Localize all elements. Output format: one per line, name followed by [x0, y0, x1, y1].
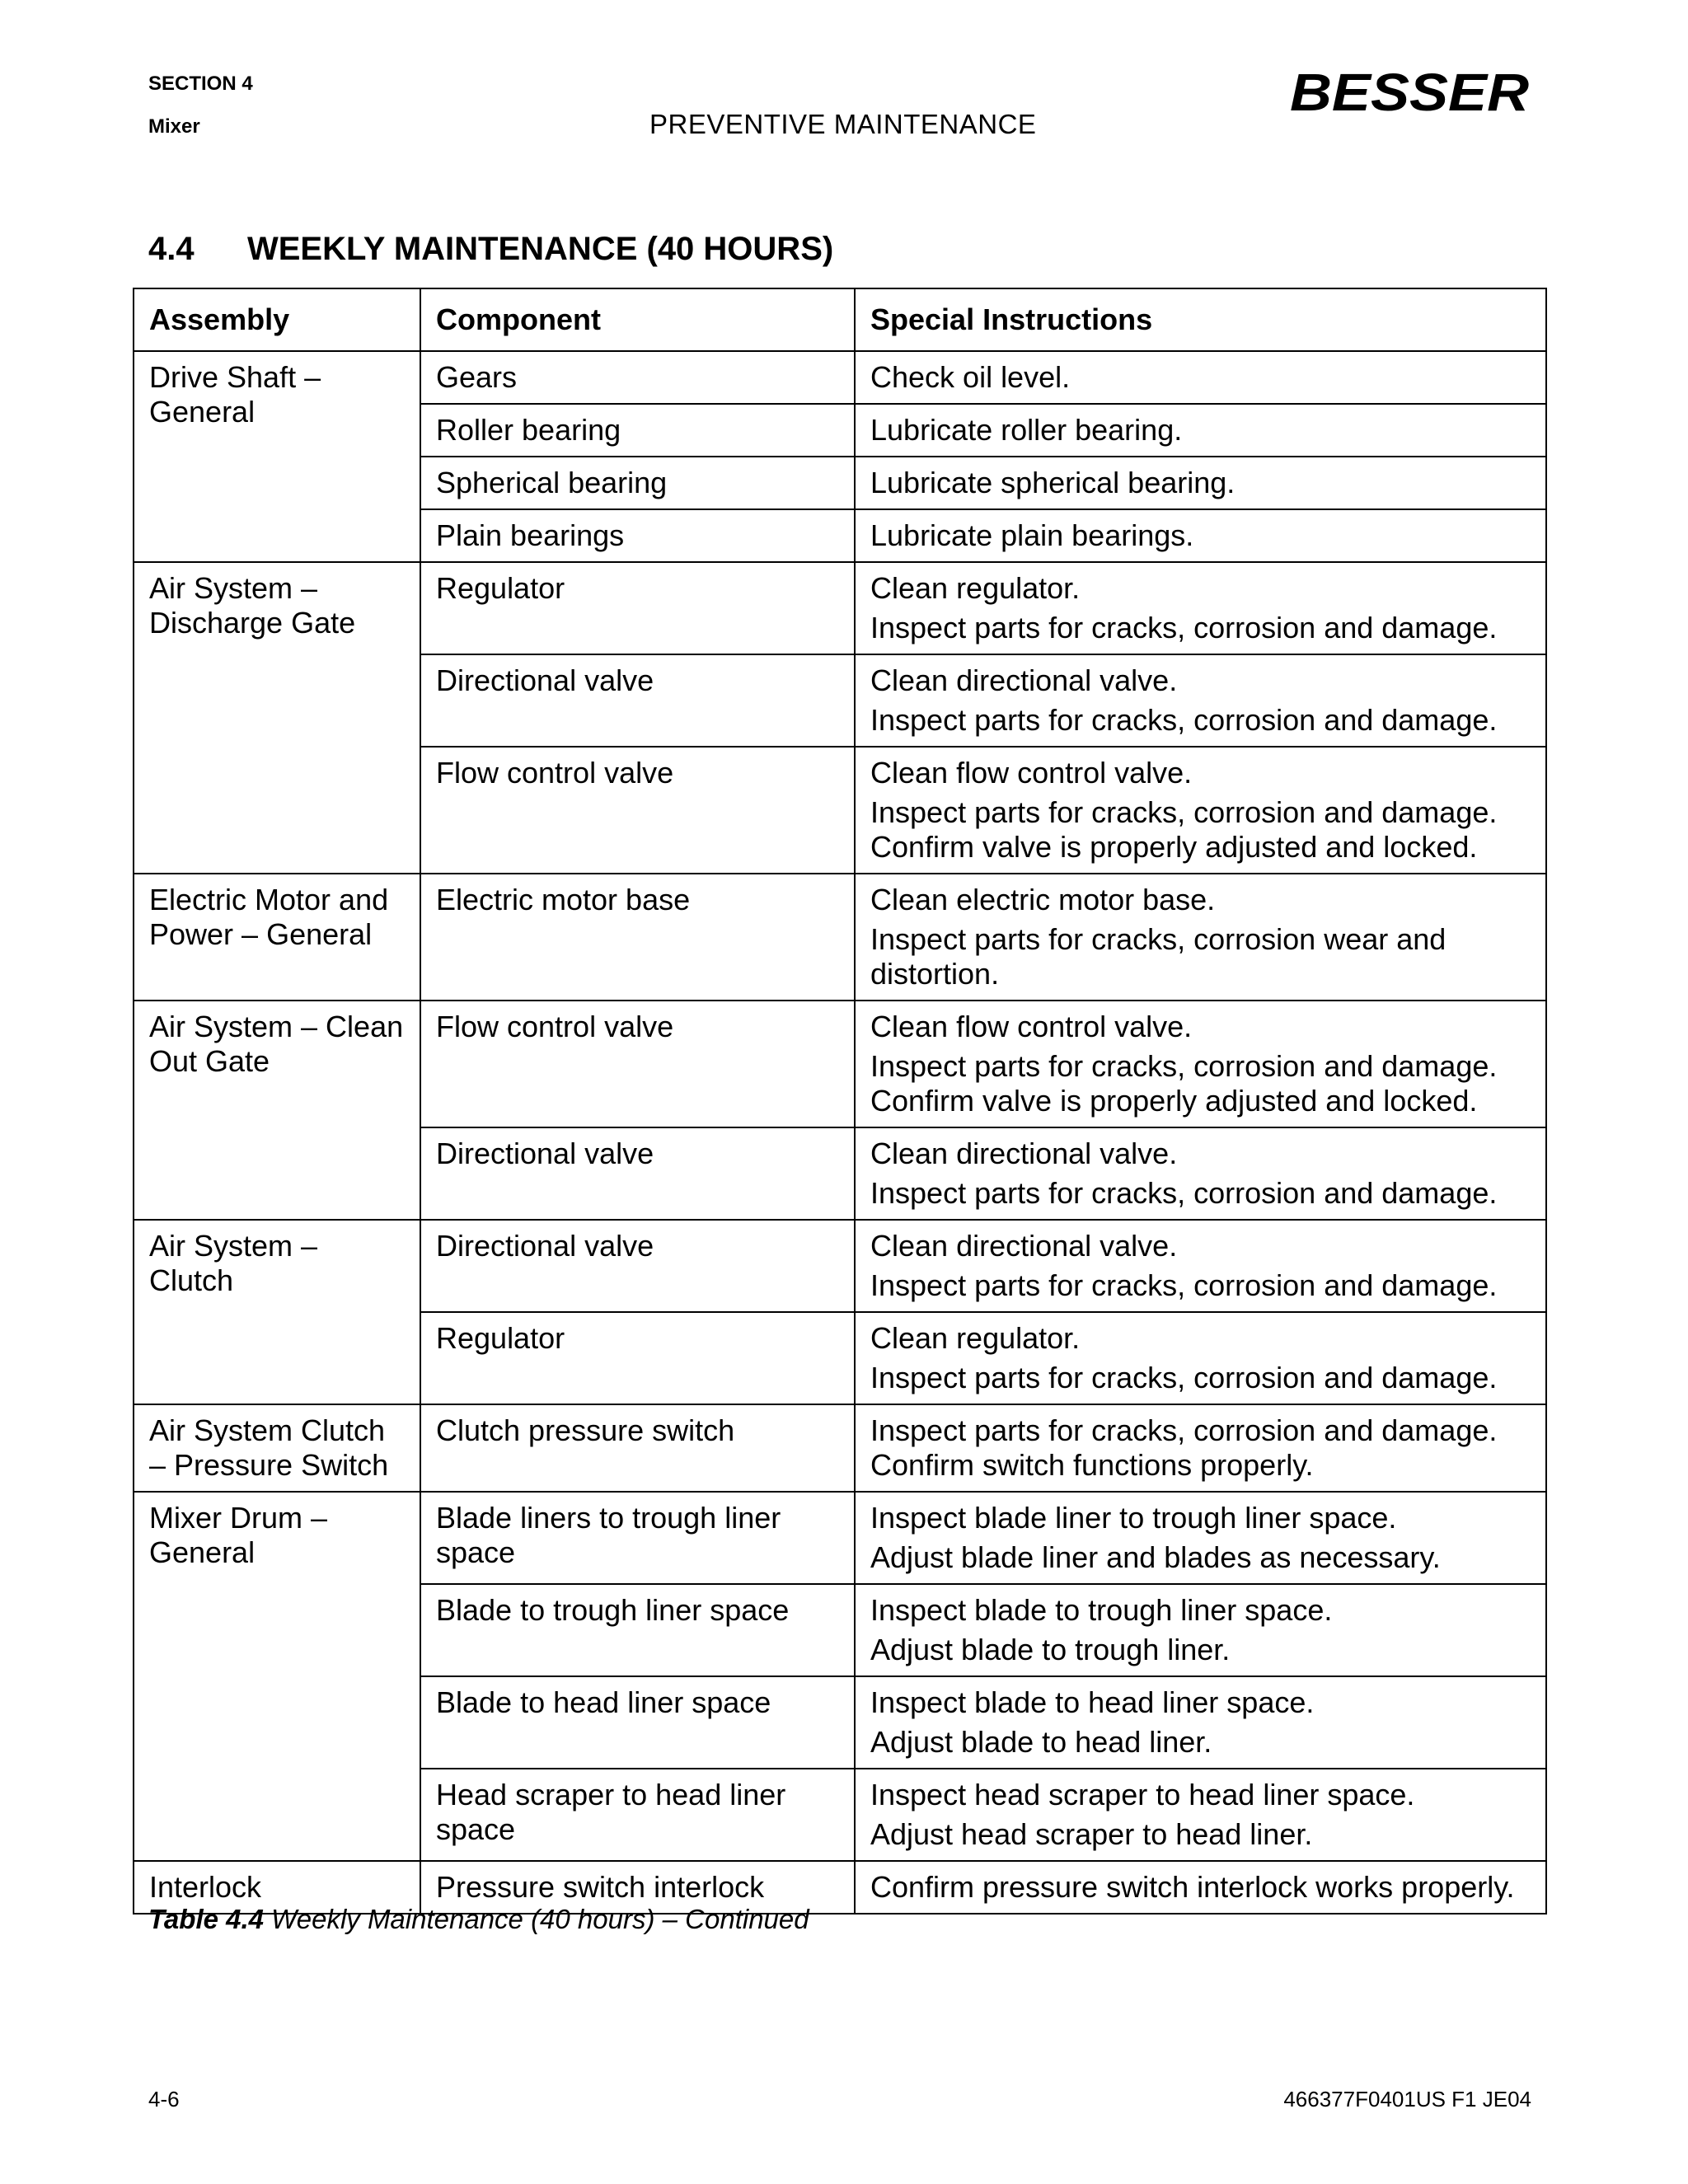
instruction-line: Inspect parts for cracks, corrosion and damage. Confirm valve is properly adjusted and locked.	[870, 1049, 1498, 1118]
instructions-cell	[855, 1584, 1546, 1676]
table-row	[134, 874, 1546, 1001]
column-header-assembly: Assembly	[134, 288, 420, 351]
table-row	[134, 1492, 1546, 1584]
component-cell: Clutch pressure switch	[420, 1404, 855, 1492]
component-cell: Roller bearing	[420, 404, 855, 457]
instructions-cell	[855, 874, 1546, 1001]
table-caption	[148, 1904, 809, 1935]
page-number: 4-6	[148, 2087, 180, 2111]
instruction-line: Adjust blade to head liner.	[870, 1725, 1212, 1759]
instruction-line: Clean directional valve.	[870, 663, 1178, 697]
instruction-line: Inspect parts for cracks, corrosion and damage.	[870, 1268, 1498, 1302]
instruction-line: Inspect parts for cracks, corrosion and damage.	[870, 703, 1498, 737]
instruction-line: Inspect blade to trough liner space.	[870, 1593, 1333, 1627]
instruction-line: Lubricate roller bearing.	[870, 413, 1183, 447]
component-cell: Directional valve	[420, 1127, 855, 1220]
instruction-line: Inspect parts for cracks, corrosion and damage.	[870, 1361, 1498, 1394]
instruction-line: Clean regulator.	[870, 571, 1081, 605]
assembly-cell: Air System – Discharge Gate	[134, 562, 420, 874]
section-title: WEEKLY MAINTENANCE (40 HOURS)	[247, 231, 834, 267]
besser-logo-text: BESSER	[1290, 64, 1529, 122]
instructions-cell	[855, 1001, 1546, 1127]
table-row	[134, 1220, 1546, 1312]
instruction-line: Confirm pressure switch interlock works properly.	[870, 1870, 1515, 1904]
table-header-row	[134, 288, 1546, 351]
component-cell: Directional valve	[420, 1220, 855, 1312]
component-cell: Directional valve	[420, 654, 855, 747]
instruction-line: Inspect parts for cracks, corrosion and damage.	[870, 1176, 1498, 1210]
instruction-line: Clean directional valve.	[870, 1229, 1178, 1263]
section-label: SECTION 4	[148, 73, 253, 95]
component-cell: Electric motor base	[420, 874, 855, 1001]
assembly-cell: Drive Shaft – General	[134, 351, 420, 562]
instructions-cell	[855, 1220, 1546, 1312]
instruction-line: Adjust head scraper to head liner.	[870, 1817, 1313, 1851]
column-header-component: Component	[420, 288, 855, 351]
instructions-cell	[855, 1492, 1546, 1584]
table-row	[134, 562, 1546, 654]
instruction-line: Clean flow control valve.	[870, 1010, 1193, 1043]
component-cell: Regulator	[420, 562, 855, 654]
besser-logo	[1286, 64, 1533, 122]
instruction-line: Lubricate spherical bearing.	[870, 466, 1236, 499]
table-row	[134, 1001, 1546, 1127]
component-cell: Blade liners to trough liner space	[420, 1492, 855, 1584]
table-body	[134, 351, 1546, 1914]
subsection-label: Mixer	[148, 115, 200, 138]
instructions-cell	[855, 1769, 1546, 1861]
instruction-line: Clean directional valve.	[870, 1137, 1178, 1170]
instruction-line: Inspect parts for cracks, corrosion and damage.	[870, 611, 1498, 644]
table-row	[134, 351, 1546, 404]
instruction-line: Clean electric motor base.	[870, 883, 1216, 916]
instructions-cell	[855, 509, 1546, 562]
assembly-cell: Interlock	[134, 1861, 420, 1914]
component-cell: Blade to trough liner space	[420, 1584, 855, 1676]
instruction-line: Clean regulator.	[870, 1321, 1081, 1355]
instructions-cell	[855, 351, 1546, 404]
assembly-cell: Air System Clutch – Pressure Switch	[134, 1404, 420, 1492]
instruction-line: Check oil level.	[870, 360, 1071, 394]
document-number: 466377F0401US F1 JE04	[1283, 2087, 1531, 2111]
instruction-line: Adjust blade to trough liner.	[870, 1633, 1231, 1666]
instruction-line: Inspect parts for cracks, corrosion and damage. Confirm switch functions properly.	[870, 1413, 1498, 1482]
component-cell: Flow control valve	[420, 1001, 855, 1127]
assembly-cell: Air System – Clutch	[134, 1220, 420, 1404]
page-header-title: PREVENTIVE MAINTENANCE	[649, 109, 1037, 139]
instructions-cell	[855, 1127, 1546, 1220]
instruction-line: Inspect blade liner to trough liner space.	[870, 1501, 1397, 1535]
instructions-cell	[855, 747, 1546, 874]
instruction-line: Inspect blade to head liner space.	[870, 1685, 1315, 1719]
instruction-line: Inspect parts for cracks, corrosion and damage. Confirm valve is properly adjusted and locked.	[870, 795, 1498, 864]
assembly-cell: Electric Motor and Power – General	[134, 874, 420, 1001]
table-caption-text: Weekly Maintenance (40 hours) – Continued	[264, 1904, 809, 1934]
component-cell: Spherical bearing	[420, 457, 855, 509]
component-cell: Blade to head liner space	[420, 1676, 855, 1769]
instructions-cell	[855, 457, 1546, 509]
assembly-cell: Mixer Drum – General	[134, 1492, 420, 1861]
instructions-cell	[855, 404, 1546, 457]
section-number: 4.4	[148, 231, 195, 267]
component-cell: Head scraper to head liner space	[420, 1769, 855, 1861]
component-cell: Gears	[420, 351, 855, 404]
instructions-cell	[855, 1861, 1546, 1914]
weekly-maintenance-table	[133, 288, 1547, 1915]
instructions-cell	[855, 562, 1546, 654]
component-cell: Pressure switch interlock	[420, 1861, 855, 1914]
instructions-cell	[855, 1312, 1546, 1404]
instruction-line: Inspect head scraper to head liner space.	[870, 1778, 1415, 1811]
instruction-line: Lubricate plain bearings.	[870, 518, 1194, 552]
instruction-line: Inspect parts for cracks, corrosion wear and distortion.	[870, 922, 1447, 991]
instruction-line: Clean flow control valve.	[870, 756, 1193, 790]
column-header-special-instructions: Special Instructions	[855, 288, 1546, 351]
section-heading	[148, 231, 833, 268]
instructions-cell	[855, 1676, 1546, 1769]
table-row	[134, 1404, 1546, 1492]
component-cell: Flow control valve	[420, 747, 855, 874]
table-caption-label: Table 4.4	[148, 1904, 265, 1934]
component-cell: Plain bearings	[420, 509, 855, 562]
instruction-line: Adjust blade liner and blades as necessary.	[870, 1540, 1441, 1574]
instructions-cell	[855, 1404, 1546, 1492]
instructions-cell	[855, 654, 1546, 747]
assembly-cell: Air System – Clean Out Gate	[134, 1001, 420, 1220]
component-cell: Regulator	[420, 1312, 855, 1404]
